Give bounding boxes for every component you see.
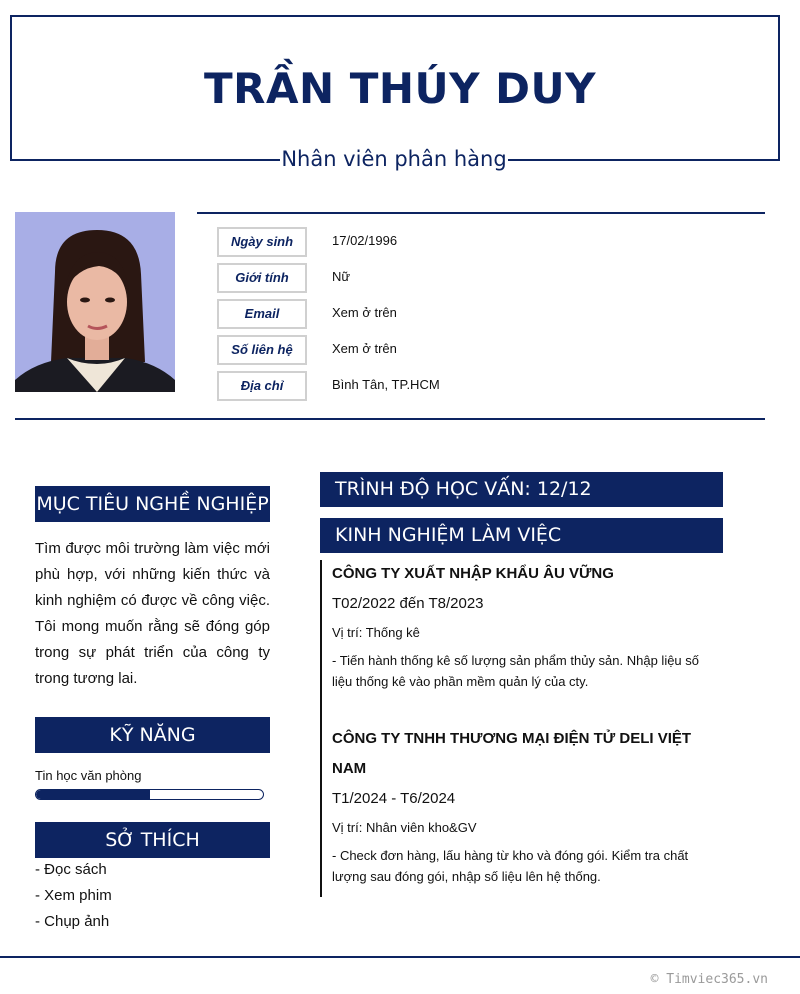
experience-description: - Check đơn hàng, lấu hàng từ kho và đóng gói. Kiểm tra chất lượng sau đóng gói, nhập số liệu lên hệ thống. — [332, 848, 689, 884]
skills-title: KỸ NĂNG — [35, 717, 270, 753]
hobby-item: - Đọc sách — [35, 861, 107, 878]
info-label-email: Email — [217, 299, 307, 329]
info-divider-bottom — [15, 418, 765, 420]
experience-period: T02/2022 đến T8/2023 — [332, 595, 484, 612]
info-value-phone: Xem ở trên — [332, 341, 397, 356]
info-label-birthdate: Ngày sinh — [217, 227, 307, 257]
education-title: TRÌNH ĐỘ HỌC VẤN: 12/12 — [320, 472, 723, 507]
hobby-item: - Chụp ảnh — [35, 913, 110, 930]
experience-company: CÔNG TY XUẤT NHẬP KHẨU ÂU VỮNG — [332, 565, 614, 582]
footer-divider — [0, 956, 800, 958]
experience-timeline — [320, 560, 322, 897]
experience-position: Vị trí: Thống kê — [332, 625, 420, 640]
info-value-birthdate: 17/02/1996 — [332, 233, 398, 248]
portrait-illustration — [15, 212, 175, 392]
watermark: © Timviec365.vn — [650, 972, 768, 987]
skill-label: Tin học văn phòng — [35, 768, 142, 783]
info-value-email: Xem ở trên — [332, 305, 397, 320]
objective-title: MỤC TIÊU NGHỀ NGHIỆP — [35, 486, 270, 522]
experience-description: - Tiến hành thống kê số lượng sản phẩm thủy sản. Nhập liệu số liệu thống kê vào phần mềm quản lý của cty. — [332, 653, 700, 689]
info-label-address: Địa chỉ — [217, 371, 307, 401]
skill-progress-bar — [35, 789, 264, 800]
candidate-name: TRẦN THÚY DUY — [203, 64, 597, 113]
objective-text: Tìm được môi trường làm việc mới phù hợp, với những kiến thức và kinh nghiệm có được về công việc. Tôi mong muốn rằng sẽ đóng góp trong sự phát triển của công ty trong tương lai. — [35, 540, 270, 687]
experience-company: CÔNG TY TNHH THƯƠNG MẠI ĐIỆN TỬ DELI VIỆT NAM — [332, 730, 692, 777]
info-value-address: Bình Tân, TP.HCM — [332, 377, 440, 392]
profile-photo — [15, 212, 175, 392]
info-label-gender: Giới tính — [217, 263, 307, 293]
experience-title: KINH NGHIỆM LÀM VIỆC — [320, 518, 723, 553]
job-title: Nhân viên phân hàng — [280, 144, 508, 174]
info-label-phone: Số liên hệ — [217, 335, 307, 365]
info-value-gender: Nữ — [332, 269, 351, 284]
experience-position: Vị trí: Nhân viên kho&GV — [332, 820, 477, 835]
experience-period: T1/2024 - T6/2024 — [332, 790, 456, 807]
hobby-item: - Xem phim — [35, 887, 112, 904]
hobbies-title: SỞ THÍCH — [35, 822, 270, 858]
info-divider-top — [197, 212, 765, 214]
skill-progress-fill — [36, 790, 150, 799]
